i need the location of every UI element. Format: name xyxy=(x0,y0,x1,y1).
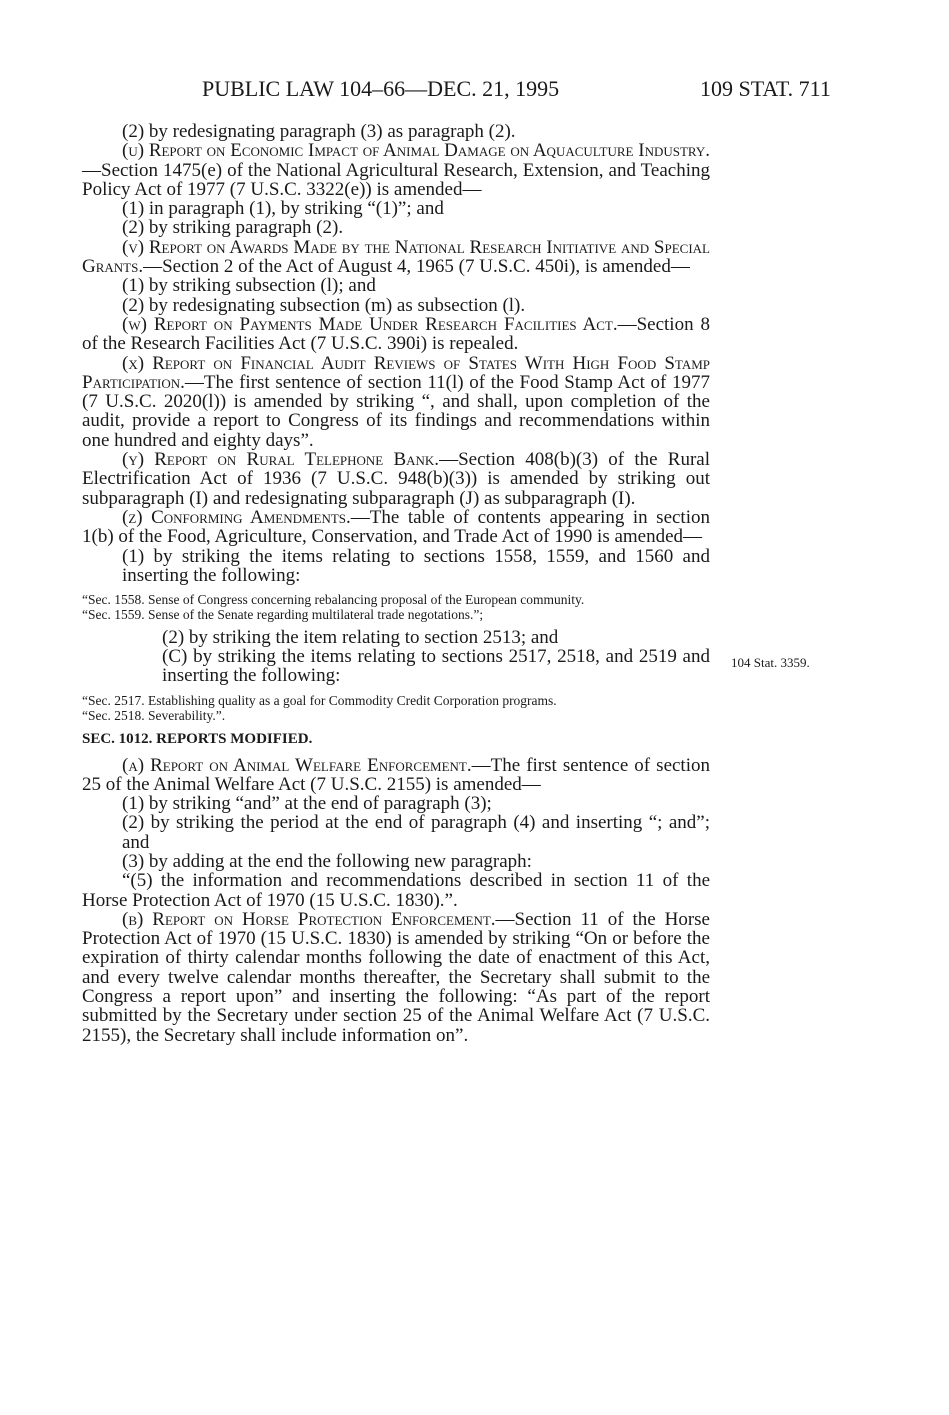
paragraph: (2) by redesignating subsection (m) as subsection (l). xyxy=(122,294,526,316)
subsection-text: —Section 11 of the Horse Protection Act of 1970 (15 U.S.C. 1830) is amended by striking “On or before the expiration of thirty calendar months following the date of enactment of this Act, and every twelve calendar months thereafter, the Secretary shall submit to the Congress a report upon” and inserting the following: “As part of the report submitted by the Secretary under section 25 of the Animal Welfare Act (7 U.S.C. 2155), the Secretary shall include information on”. xyxy=(82,908,710,1046)
subsection-heading: (x) Report on Financial Audit Reviews of States With High Food Stamp Participation. xyxy=(82,352,710,393)
subsection-text: —Section 2 of the Act of August 4, 1965 (7 U.S.C. 450i), is amended— xyxy=(143,256,690,278)
subsection-heading: (b) Report on Horse Protection Enforcement. xyxy=(122,908,496,930)
paragraph: (2) by striking the period at the end of paragraph (4) and inserting “; and”; and xyxy=(122,812,710,853)
subsection-z xyxy=(82,508,710,547)
subsection-text: —Section 408(b)(3) of the Rural Electrification Act of 1936 (7 U.S.C. 948(b)(3)) is amended by striking out subparagraph (I) and redesignating subparagraph (J) as subparagraph (I). xyxy=(82,449,710,509)
page-header xyxy=(0,72,949,106)
page-reference: 109 STAT. 711 xyxy=(700,76,831,101)
document-body xyxy=(82,122,710,1045)
subsection-heading: (a) Report on Animal Welfare Enforcement. xyxy=(122,754,472,776)
paragraph: (2) by striking paragraph (2). xyxy=(122,217,344,239)
subsection-text: —Section 8 of the Research Facilities Act (7 U.S.C. 390i) is repealed. xyxy=(82,313,710,355)
subsection-text: —The table of contents appearing in section 1(b) of the Food, Agriculture, Conservation, and Trade Act of 1990 is amended— xyxy=(82,506,710,548)
paragraph: (1) by striking subsection (l); and xyxy=(122,275,376,297)
subsection-x xyxy=(82,354,710,450)
subsection-text: —Section 1475(e) of the National Agricultural Research, Extension, and Teaching Policy Act of 1977 (7 U.S.C. 3322(e)) is amended— xyxy=(82,159,710,200)
quoted-item: “Sec. 1558. Sense of Congress concerning rebalancing proposal of the European community. xyxy=(82,592,585,608)
subsection-b xyxy=(82,910,710,1045)
section-heading: SEC. 1012. REPORTS MODIFIED. xyxy=(82,731,313,748)
subsection-w xyxy=(82,315,710,354)
quoted-paragraph: “(5) the information and recommendations described in section 11 of the Horse Protection Act of 1970 (15 U.S.C. 1830).”. xyxy=(82,870,710,911)
subsection-v xyxy=(82,238,710,277)
subsection-a xyxy=(82,756,710,795)
quoted-contents xyxy=(82,593,710,622)
paragraph: (1) by striking the items relating to sections 1558, 1559, and 1560 and inserting the following: xyxy=(122,545,710,586)
quoted-item: “Sec. 1559. Sense of the Senate regarding multilateral trade negotations.”; xyxy=(82,607,484,623)
subsection-text: —The first sentence of section 25 of the Animal Welfare Act (7 U.S.C. 2155) is amended— xyxy=(82,754,710,795)
quoted-contents xyxy=(82,694,710,723)
paragraph: (2) by striking the item relating to section 2513; and xyxy=(162,626,559,648)
header-title: PUBLIC LAW 104–66—DEC. 21, 1995 xyxy=(202,76,560,101)
subsection-heading: (v) Report on Awards Made by the National Research Initiative and Special Grants. xyxy=(82,236,710,278)
paragraph: (C) by striking the items relating to sections 2517, 2518, and 2519 and inserting the following: xyxy=(162,646,710,687)
margin-note: 104 Stat. 3359. xyxy=(731,655,810,670)
subsection-heading: (z) Conforming Amendments. xyxy=(122,506,351,528)
subsection-u xyxy=(82,141,710,199)
quoted-item: “Sec. 2517. Establishing quality as a goal for Commodity Credit Corporation programs. xyxy=(82,692,557,708)
subsection-text: —The first sentence of section 11(l) of the Food Stamp Act of 1977 (7 U.S.C. 2020(l)) is amended by striking “, and shall, upon completion of the audit, provide a report to Congress of its findings and recommendations within one hundred and eighty days”. xyxy=(82,371,710,451)
quoted-item: “Sec. 2518. Severability.”. xyxy=(82,707,226,723)
subsection-heading: (w) Report on Payments Made Under Research Facilities Act. xyxy=(122,313,618,335)
paragraph: (2) by redesignating paragraph (3) as paragraph (2). xyxy=(122,121,516,142)
subsection-y xyxy=(82,450,710,508)
paragraph: (1) in paragraph (1), by striking “(1)”; and xyxy=(122,198,444,220)
paragraph: (1) by striking “and” at the end of paragraph (3); xyxy=(122,793,492,815)
subsection-heading: (u) Report on Economic Impact of Animal Damage on Aquaculture Industry. xyxy=(122,140,710,162)
subsection-heading: (y) Report on Rural Telephone Bank. xyxy=(122,449,440,471)
paragraph: (3) by adding at the end the following new paragraph: xyxy=(122,850,532,872)
